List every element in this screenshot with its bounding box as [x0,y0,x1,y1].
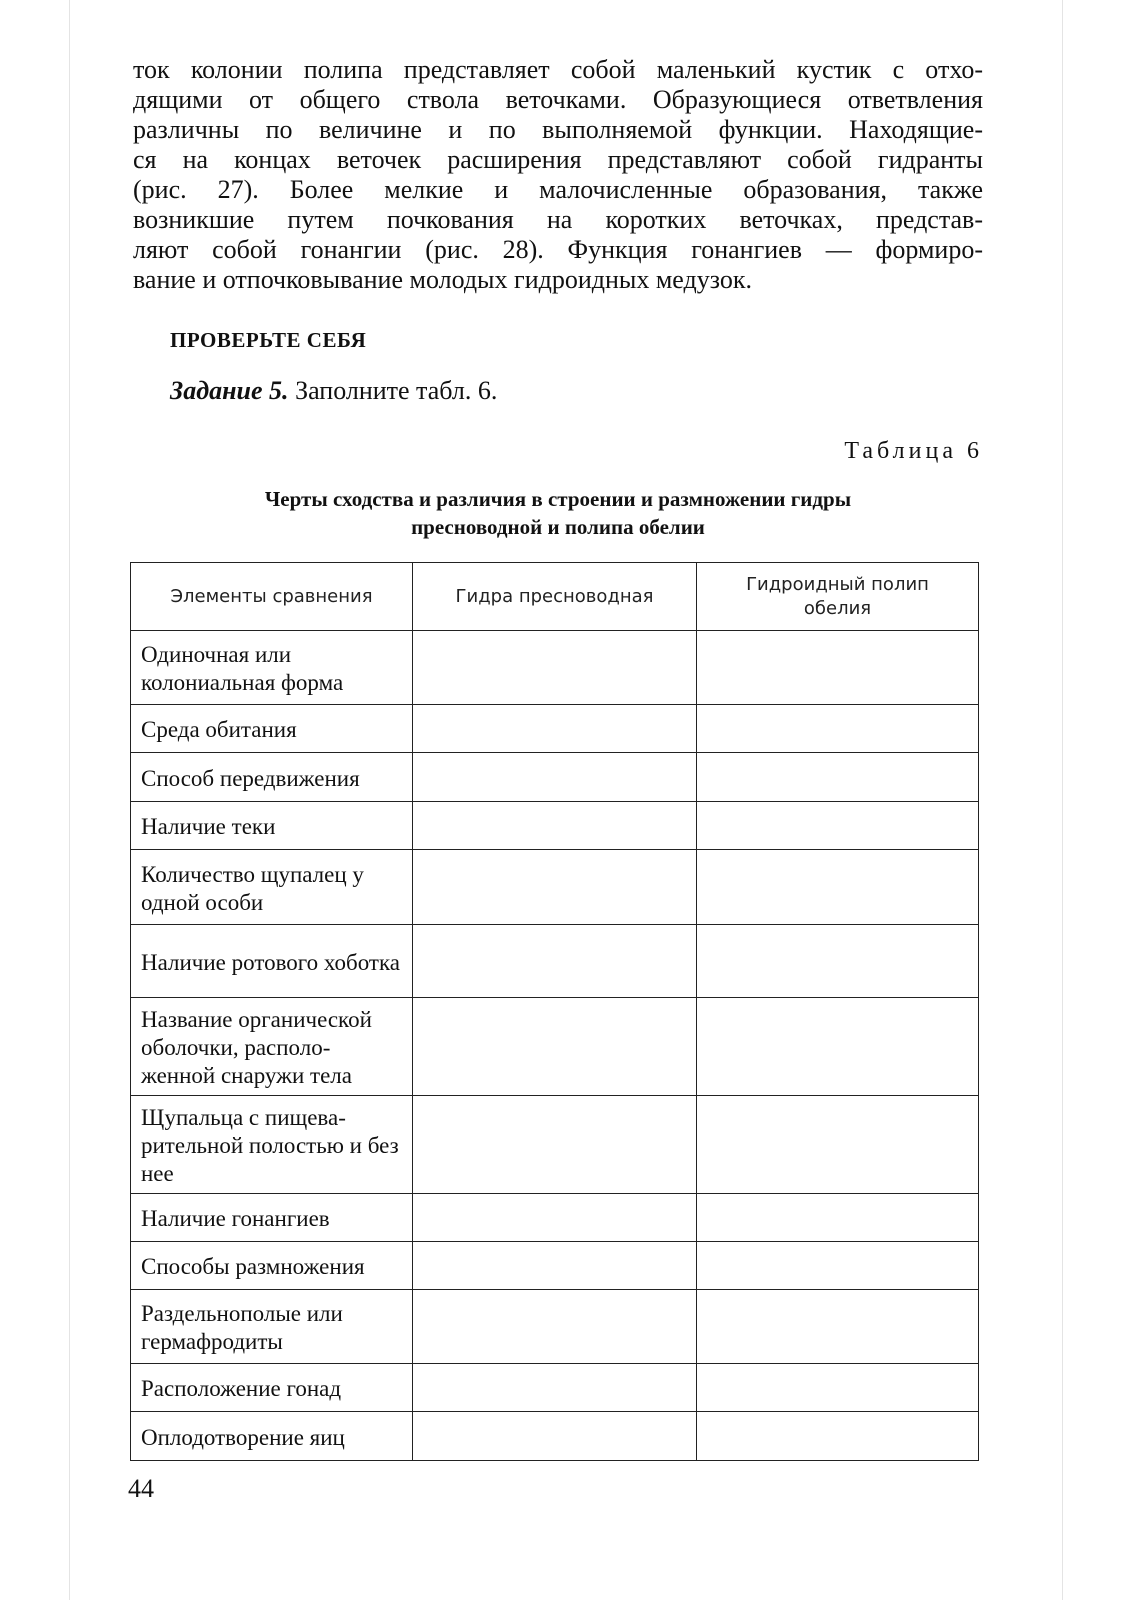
row-label: Наличие гонангиев [131,1194,413,1242]
answer-cell-hydra[interactable] [413,1194,697,1242]
paragraph-line: ся на концах веточек расширения представляют собой гидранты [133,145,983,174]
table-header-row [131,563,979,631]
page-number: 44 [128,1474,154,1503]
paragraph-line: вание и отпочковывание молодых гидроидных медузок. [133,265,752,294]
paragraph-line: (рис. 27). Более мелкие и малочисленные образования, также [133,175,983,204]
column-header: Гидра пресноводная [413,563,697,631]
answer-cell-hydra[interactable] [413,753,697,802]
table-row [131,631,979,705]
answer-cell-obelia[interactable] [697,1412,979,1461]
task-label: Задание 5. [170,376,289,405]
table-row [131,1242,979,1290]
answer-cell-obelia[interactable] [697,1364,979,1412]
row-label: Щупальца с пищева-рительной полостью и без нее [131,1096,413,1194]
comparison-table [130,562,979,1461]
answer-cell-hydra[interactable] [413,631,697,705]
answer-cell-obelia[interactable] [697,705,979,753]
task-text: Заполните табл. 6. [288,376,498,405]
table-row [131,1412,979,1461]
paragraph-line: возникшие путем почкования на коротких веточках, представ- [133,205,983,234]
table-row [131,998,979,1096]
table-row [131,802,979,850]
answer-cell-hydra[interactable] [413,802,697,850]
answer-cell-obelia[interactable] [697,1242,979,1290]
answer-cell-obelia[interactable] [697,753,979,802]
paragraph-line: различны по величине и по выполняемой функции. Находящие- [133,115,983,144]
row-label: Оплодотворение яиц [131,1412,413,1461]
table-row [131,925,979,998]
row-label: Раздельнополые или гермафродиты [131,1290,413,1364]
answer-cell-obelia[interactable] [697,802,979,850]
table-caption [133,485,983,541]
answer-cell-hydra[interactable] [413,1096,697,1194]
answer-cell-obelia[interactable] [697,1096,979,1194]
answer-cell-hydra[interactable] [413,705,697,753]
answer-cell-obelia[interactable] [697,998,979,1096]
table-number-label: Таблица 6 [844,438,983,464]
answer-cell-hydra[interactable] [413,925,697,998]
task-instruction [170,376,497,406]
answer-cell-obelia[interactable] [697,925,979,998]
answer-cell-hydra[interactable] [413,1364,697,1412]
page-edge-right [1062,0,1063,1600]
paragraph-line: ляют собой гонангии (рис. 28). Функция гонангиев — формиро- [133,235,983,264]
row-label: Одиночная или колониальная форма [131,631,413,705]
answer-cell-hydra[interactable] [413,1242,697,1290]
answer-cell-obelia[interactable] [697,1194,979,1242]
answer-cell-obelia[interactable] [697,850,979,925]
row-label: Наличие ротового хоботка [131,925,413,998]
page-edge-left [69,0,70,1600]
table-row [131,1290,979,1364]
table-row [131,705,979,753]
table-row [131,850,979,925]
answer-cell-obelia[interactable] [697,1290,979,1364]
table-row [131,1364,979,1412]
answer-cell-obelia[interactable] [697,631,979,705]
row-label: Наличие теки [131,802,413,850]
row-label: Расположение гонад [131,1364,413,1412]
body-paragraph [133,55,983,295]
answer-cell-hydra[interactable] [413,998,697,1096]
answer-cell-hydra[interactable] [413,1412,697,1461]
column-header: Элементы сравнения [131,563,413,631]
section-heading: ПРОВЕРЬТЕ СЕБЯ [170,328,367,352]
row-label: Название органической оболочки, располо-женной снаружи тела [131,998,413,1096]
row-label: Количество щупалец у одной особи [131,850,413,925]
row-label: Среда обитания [131,705,413,753]
table-row [131,1194,979,1242]
table-caption-line: Черты сходства и различия в строении и размножении гидры [264,487,852,511]
paragraph-line: ток колонии полипа представляет собой маленький кустик с отхо- [133,55,983,84]
table-row [131,1096,979,1194]
answer-cell-hydra[interactable] [413,850,697,925]
paragraph-line: дящими от общего ствола веточками. Образующиеся ответвления [133,85,983,114]
table-row [131,753,979,802]
row-label: Способ передвижения [131,753,413,802]
table-caption-line: пресноводной и полипа обелии [411,515,705,539]
column-header: Гидроидный полип обелия [697,563,979,631]
row-label: Способы размножения [131,1242,413,1290]
answer-cell-hydra[interactable] [413,1290,697,1364]
